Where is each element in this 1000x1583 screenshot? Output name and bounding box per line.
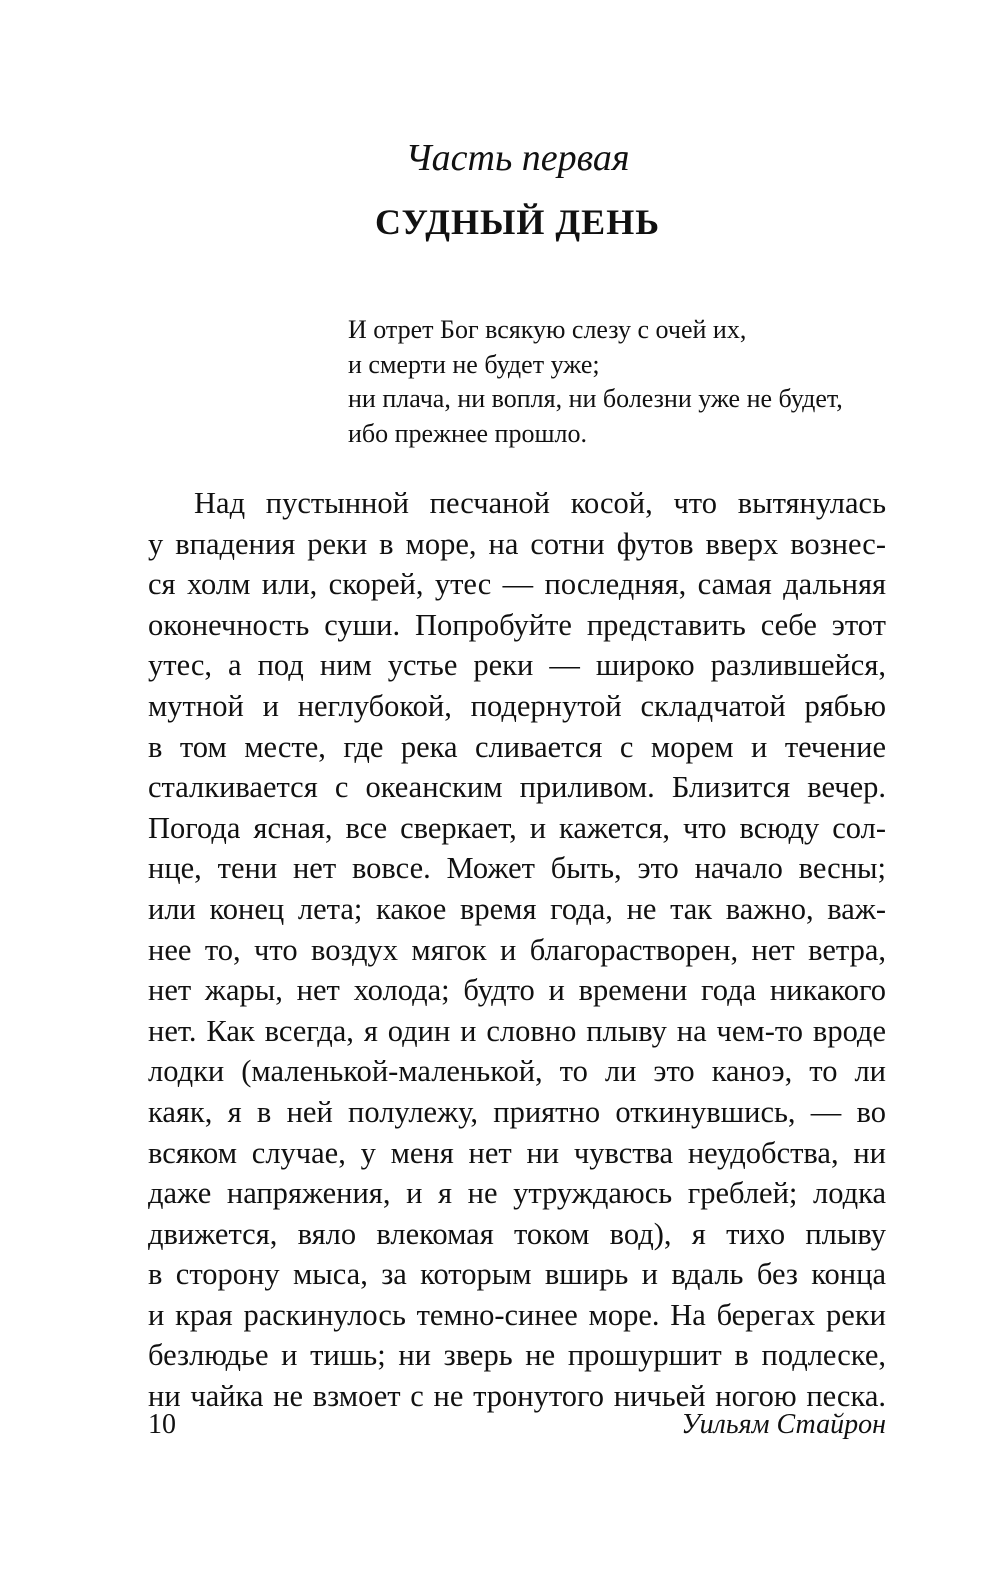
body-line: в сторону мыса, за которым вширь и вдаль без конца <box>148 1257 886 1292</box>
body-line: или конец лета; какое время года, не так важно, важ- <box>148 891 886 926</box>
body-line: Погода ясная, все сверкает, и кажется, что всюду сол- <box>148 810 886 845</box>
body-paragraph <box>148 483 886 1417</box>
epigraph-line: ни плача, ни вопля, ни болезни уже не будет, <box>348 384 843 413</box>
running-author: Уильям Стайрон <box>681 1409 886 1440</box>
chapter-title: СУДНЫЙ ДЕНЬ <box>374 202 660 242</box>
body-line: мутной и неглубокой, подернутой складчатой рябью <box>148 688 886 723</box>
body-line: даже напряжения, и я не утруждаюсь греблей; лодка <box>148 1176 886 1211</box>
part-title: Часть первая <box>405 137 630 179</box>
body-line: лодки (маленькой-маленькой, то ли это каноэ, то ли <box>148 1054 886 1089</box>
body-line: утес, а под ним устье реки — широко разлившейся, <box>148 648 886 683</box>
body-line: движется, вяло влекомая током вод), я тихо плыву <box>148 1216 886 1251</box>
epigraph-line: ибо прежнее прошло. <box>348 418 587 448</box>
body-line: ся холм или, скорей, утес — последняя, самая дальняя <box>148 567 886 602</box>
body-line: в том месте, где река сливается с морем и течение <box>148 729 886 764</box>
body-line: безлюдье и тишь; ни зверь не прошуршит в подлеске, <box>148 1338 886 1373</box>
body-line: и края раскинулось темно-синее море. На берегах реки <box>148 1297 886 1332</box>
body-line: у впадения реки в море, на сотни футов вверх вознес- <box>148 526 886 561</box>
body-line: Над пустынной песчаной косой, что вытянулась <box>194 486 886 520</box>
epigraph <box>348 313 908 451</box>
body-line: нет жары, нет холода; будто и времени года никакого <box>148 973 886 1008</box>
body-line: ни чайка не взмоет с не тронутого ничьей ногою песка. <box>148 1379 886 1414</box>
epigraph-line: и смерти не будет уже; <box>348 349 600 379</box>
body-line: оконечность суши. Попробуйте представить себе этот <box>148 607 886 642</box>
body-line: нее то, что воздух мягок и благорастворен, нет ветра, <box>148 932 886 967</box>
page-footer <box>148 1405 886 1445</box>
body-line: всяком случае, у меня нет ни чувства неудобства, ни <box>148 1135 886 1170</box>
body-line: нет. Как всегда, я один и словно плыву на чем-то вроде <box>148 1013 886 1048</box>
page-number: 10 <box>148 1409 176 1440</box>
body-line: каяк, я в ней полулежу, приятно откинувшись, — во <box>148 1094 886 1129</box>
body-line: сталкивается с океанским приливом. Близится вечер. <box>148 770 886 805</box>
body-line: нце, тени нет вовсе. Может быть, это начало весны; <box>148 851 886 886</box>
epigraph-line: И отрет Бог всякую слезу с очей их, <box>348 315 747 344</box>
